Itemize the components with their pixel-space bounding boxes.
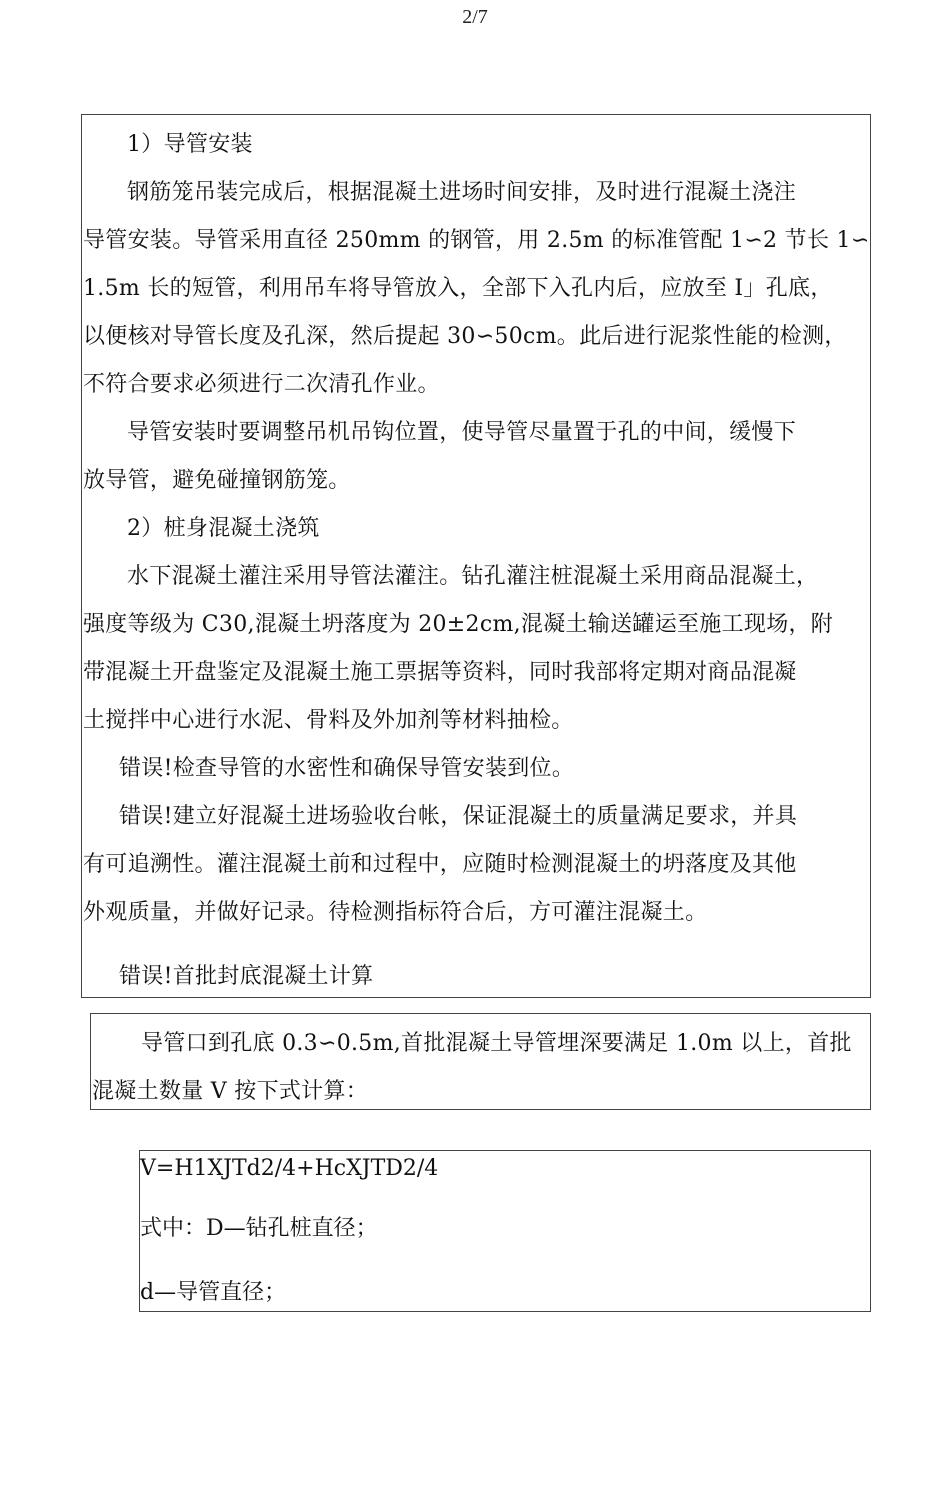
paragraph-line: 导管安装时要调整吊机吊钩位置，使导管尽量置于孔的中间，缓慢下 [127,420,797,445]
first-batch-text-box [90,1013,871,1110]
page-number: 2/7 [462,6,488,28]
paragraph-line: 带混凝土开盘鉴定及混凝土施工票据等资料，同时我部将定期对商品混凝 [83,660,797,685]
paragraph-line: 土搅拌中心进行水泥、骨料及外加剂等材料抽检。 [83,708,574,733]
paragraph-line: 1.5m 长的短管，利用吊车将导管放入，全部下入孔内后，应放至 I」孔底， [83,276,833,301]
paragraph-line: 外观质量，并做好记录。待检测指标符合后，方可灌注混凝土。 [83,900,708,925]
formula: V=H1XJTd2/4+HcXJTD2/4 [140,1156,439,1181]
formula-definition-D: 式中：D—钻孔桩直径； [140,1216,378,1241]
paragraph-line: 混凝土数量 V 按下式计算： [92,1079,369,1104]
paragraph-line: 导管口到孔底 0.3∽0.5m,首批混凝土导管埋深要满足 1.0m 以上，首批 [141,1031,852,1056]
paragraph-line: 水下混凝土灌注采用导管法灌注。钻孔灌注桩混凝土采用商品混凝土， [127,564,819,589]
heading-catheter-installation: 1）导管安装 [127,132,253,157]
paragraph-line: 不符合要求必须进行二次清孔作业。 [83,372,440,397]
paragraph-line: 导管安装。导管采用直径 250mm 的钢管，用 2.5m 的标准管配 1∽2 节长 1∽ [83,228,870,253]
paragraph-line: 错误!检查导管的水密性和确保导管安装到位。 [119,756,575,781]
paragraph-line: 强度等级为 C30,混凝土坍落度为 20±2cm,混凝土输送罐运至施工现场，附 [83,612,834,637]
paragraph-line: 错误!建立好混凝土进场验收台帐，保证混凝土的质量满足要求，并具 [119,804,798,829]
paragraph-line: 钢筋笼吊装完成后，根据混凝土进场时间安排，及时进行混凝土浇注 [127,180,797,205]
heading-first-batch-calculation: 错误!首批封底混凝土计算 [119,964,374,989]
construction-text-box [81,114,871,998]
paragraph-line: 有可追溯性。灌注混凝土前和过程中，应随时检测混凝土的坍落度及其他 [83,852,797,877]
heading-pile-concrete-pouring: 2）桩身混凝土浇筑 [127,516,320,541]
formula-definition-d: d—导管直径； [140,1280,287,1305]
paragraph-line: 放导管，避免碰撞钢筋笼。 [83,468,351,493]
paragraph-line: 以便核对导管长度及孔深，然后提起 30∽50cm。此后进行泥浆性能的检测， [83,324,847,349]
formula-box [139,1150,871,1312]
